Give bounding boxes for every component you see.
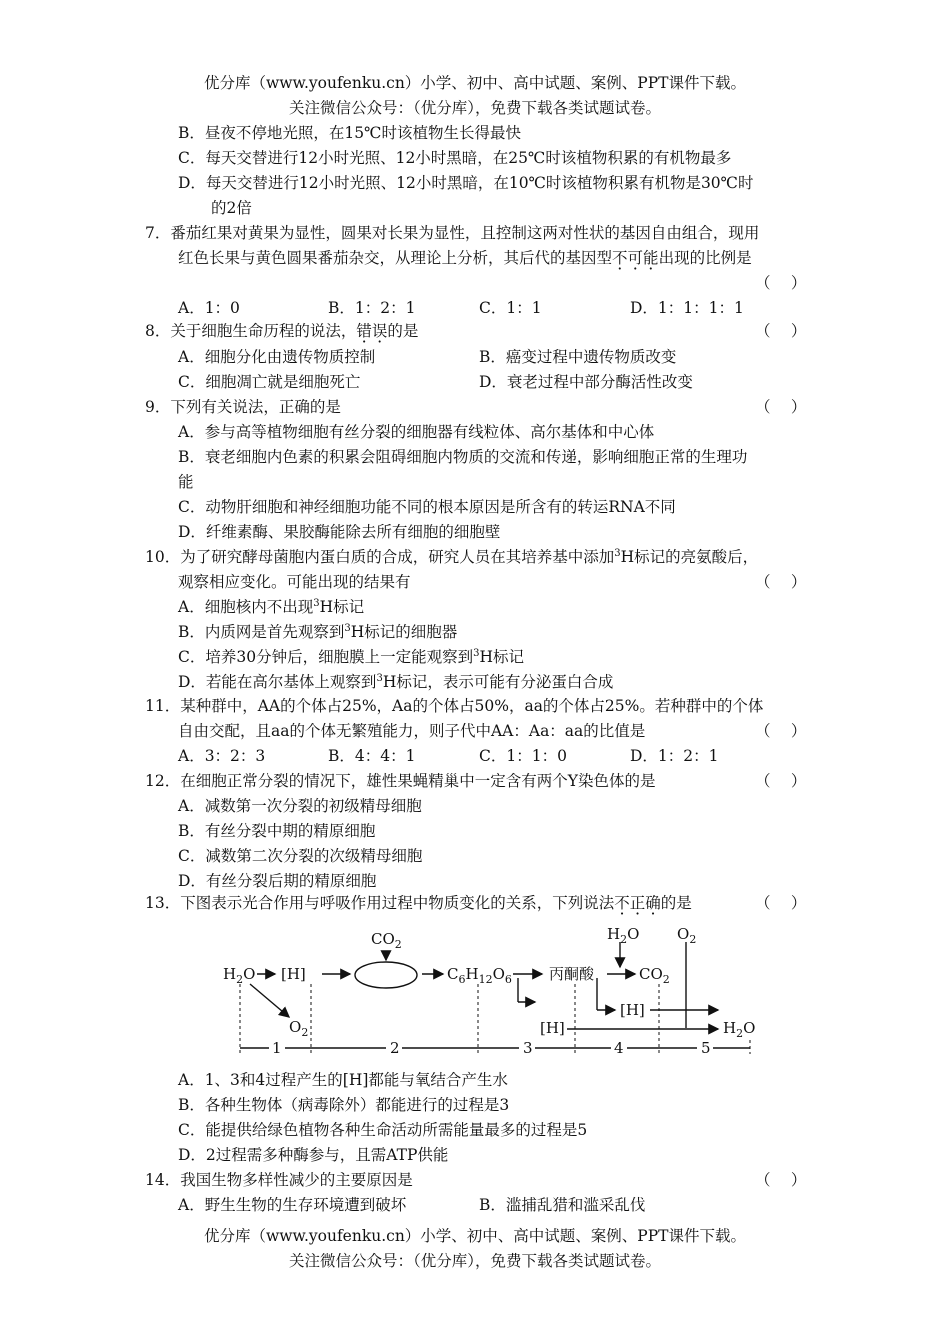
emphasis-dot-char: 不 bbox=[612, 249, 628, 267]
q9-option-b-line1: B．衰老细胞内色素的积累会阻碍细胞内物质的交流和传递，影响细胞正常的生理功 bbox=[178, 448, 748, 466]
q11-option-a: A．3：2：3 bbox=[178, 747, 266, 765]
q9-option-c: C．动物肝细胞和神经细胞功能不同的根本原因是所含有的转运RNA不同 bbox=[178, 498, 676, 516]
q10-stem-line2: 观察相应变化。可能出现的结果有 bbox=[178, 573, 411, 591]
diagram-h-first: [H] bbox=[281, 965, 306, 983]
q11-option-b: B．4：4：1 bbox=[328, 747, 416, 765]
emphasis-dot-char: 误 bbox=[371, 322, 388, 340]
emphasis-dot-char: 不 bbox=[614, 894, 630, 912]
emphasis-dot-char: 能 bbox=[643, 249, 659, 267]
q7-option-c: C．1：1 bbox=[479, 299, 542, 317]
diagram-stage-4: 4 bbox=[614, 1039, 624, 1057]
diagram-co2-top: $CO_2$ bbox=[371, 930, 402, 951]
diagram-h-bottom: [H] bbox=[540, 1019, 565, 1037]
q6-option-d-line2: 的2倍 bbox=[211, 199, 252, 217]
q7-option-a: A．1：0 bbox=[178, 299, 240, 317]
diagram-stage-1: 1 bbox=[272, 1039, 282, 1057]
q9-option-a: A．参与高等植物细胞有丝分裂的细胞器有线粒体、高尔基体和中心体 bbox=[178, 423, 655, 441]
q10-stem-line1: 10．为了研究酵母菌胞内蛋白质的合成，研究人员在其培养基中添加$^3$H标记的亮氨酸后， bbox=[145, 548, 759, 566]
q8-answer-blank: （ ） bbox=[755, 322, 807, 340]
q12-stem: 12．在细胞正常分裂的情况下，雄性果蝇精巢中一定含有两个Y染色体的是 bbox=[145, 772, 656, 790]
q13-option-c: C．能提供给绿色植物各种生命活动所需能量最多的过程是5 bbox=[178, 1121, 588, 1139]
q9-option-b-line2: 能 bbox=[178, 473, 194, 491]
diagram-stage-2: 2 bbox=[390, 1039, 400, 1057]
q7-stem-line2: 红色长果与黄色圆果番茄杂交，从理论上分析，其后代的基因型不可能出现的比例是 bbox=[178, 249, 752, 267]
q10-option-d: D．若能在高尔基体上观察到$^3$H标记，表示可能有分泌蛋白合成 bbox=[178, 673, 614, 691]
diagram-pyruvate: 丙酮酸 bbox=[549, 965, 595, 983]
q13-stem: 13．下图表示光合作用与呼吸作用过程中物质变化的关系，下列说法不正确的是 bbox=[145, 894, 692, 912]
q12-option-b: B．有丝分裂中期的精原细胞 bbox=[178, 822, 376, 840]
q8-option-c: C．细胞凋亡就是细胞死亡 bbox=[178, 373, 361, 391]
emphasis-dot-char: 确 bbox=[645, 894, 661, 912]
q6-option-d-line1: D．每天交替进行12小时光照、12小时黑暗，在10℃时该植物积累有机物是30℃时 bbox=[178, 174, 754, 192]
q12-option-d: D．有丝分裂后期的精原细胞 bbox=[178, 872, 377, 890]
q6-option-c: C．每天交替进行12小时光照、12小时黑暗，在25℃时该植物积累的有机物最多 bbox=[178, 149, 732, 167]
q11-stem-line2: 自由交配，且aa的个体无繁殖能力，则子代中AA：Aa：aa的比值是 bbox=[178, 722, 646, 740]
diagram-h2o-top: $H_2O$ bbox=[607, 925, 640, 946]
q14-option-a: A．野生生物的生存环境遭到破坏 bbox=[178, 1196, 407, 1214]
emphasis-dot-char: 可 bbox=[627, 249, 644, 267]
q11-answer-blank: （ ） bbox=[755, 722, 807, 740]
q13-answer-blank: （ ） bbox=[755, 894, 807, 912]
emphasis-dot-char: 正 bbox=[629, 894, 646, 912]
footer-line-2: 关注微信公众号：（优分库），免费下载各类试题试卷。 bbox=[288, 1252, 661, 1270]
q7-option-d: D．1：1：1：1 bbox=[630, 299, 744, 317]
q13-option-d: D．2过程需多种酶参与，且需ATP供能 bbox=[178, 1146, 449, 1164]
q14-option-b: B．滥捕乱猎和滥采乱伐 bbox=[479, 1196, 646, 1214]
diagram-co2-right: $CO_2$ bbox=[639, 965, 670, 986]
q11-option-d: D．1：2：1 bbox=[630, 747, 719, 765]
q8-stem: 8．关于细胞生命历程的说法，错误的是 bbox=[145, 322, 419, 340]
emphasis-dot-char: 错 bbox=[356, 322, 372, 340]
q12-answer-blank: （ ） bbox=[755, 772, 807, 790]
diagram-h-right: [H] bbox=[620, 1001, 645, 1019]
q8-option-b: B．癌变过程中遗传物质改变 bbox=[479, 348, 677, 366]
diagram-o2-top: $O_2$ bbox=[677, 925, 697, 946]
diagram-o2-left: $O_2$ bbox=[289, 1018, 309, 1039]
q10-option-b: B．内质网是首先观察到$^3$H标记的细胞器 bbox=[178, 623, 458, 641]
q14-answer-blank: （ ） bbox=[755, 1171, 807, 1189]
diagram-h2o-right: $H_2O$ bbox=[723, 1019, 756, 1040]
footer-line-1: 优分库（www.youfenku.cn）小学、初中、高中试题、案例、PPT课件下载。 bbox=[203, 1227, 747, 1245]
q8-option-a: A．细胞分化由遗传物质控制 bbox=[178, 348, 376, 366]
q7-answer-blank: （ ） bbox=[755, 274, 807, 292]
diagram-glucose: $C_6H_{12}O_6$ bbox=[447, 965, 512, 986]
q13-option-a: A．1、3和4过程产生的[H]都能与氧结合产生水 bbox=[178, 1071, 508, 1089]
diagram-h2o-left: $H_2O$ bbox=[223, 965, 256, 986]
q9-answer-blank: （ ） bbox=[755, 398, 807, 416]
q13-option-b: B．各种生物体（病毒除外）都能进行的过程是3 bbox=[178, 1096, 510, 1114]
q8-option-d: D．衰老过程中部分酶活性改变 bbox=[479, 373, 693, 391]
q9-stem: 9．下列有关说法，正确的是 bbox=[145, 398, 341, 416]
q6-option-b: B．昼夜不停地光照，在15℃时该植物生长得最快 bbox=[178, 124, 521, 142]
q10-option-a: A．细胞核内不出现$^3$H标记 bbox=[178, 598, 365, 616]
q11-option-c: C．1：1：0 bbox=[479, 747, 567, 765]
q14-stem: 14．我国生物多样性减少的主要原因是 bbox=[145, 1171, 413, 1189]
header-line-1: 优分库（www.youfenku.cn）小学、初中、高中试题、案例、PPT课件下载。 bbox=[203, 74, 747, 92]
q7-option-b: B．1：2：1 bbox=[328, 299, 416, 317]
q10-answer-blank: （ ） bbox=[755, 573, 807, 591]
q10-option-c: C．培养30分钟后，细胞膜上一定能观察到$^3$H标记 bbox=[178, 648, 524, 666]
q11-stem-line1: 11．某种群中，AA的个体占25%，Aa的个体占50%，aa的个体占25%。若种群中的个体 bbox=[145, 697, 764, 715]
q12-option-a: A．减数第一次分裂的初级精母细胞 bbox=[178, 797, 422, 815]
diagram-stage-5: 5 bbox=[701, 1039, 711, 1057]
q9-option-d: D．纤维素酶、果胶酶能除去所有细胞的细胞壁 bbox=[178, 523, 501, 541]
diagram-stage-3: 3 bbox=[523, 1039, 533, 1057]
photosynthesis-respiration-diagram bbox=[215, 922, 760, 1062]
q7-stem-line1: 7．番茄红果对黄果为显性，圆果对长果为显性，且控制这两对性状的基因自由组合，现用 bbox=[145, 224, 760, 242]
q12-option-c: C．减数第二次分裂的次级精母细胞 bbox=[178, 847, 423, 865]
header-line-2: 关注微信公众号：（优分库），免费下载各类试题试卷。 bbox=[288, 99, 661, 117]
